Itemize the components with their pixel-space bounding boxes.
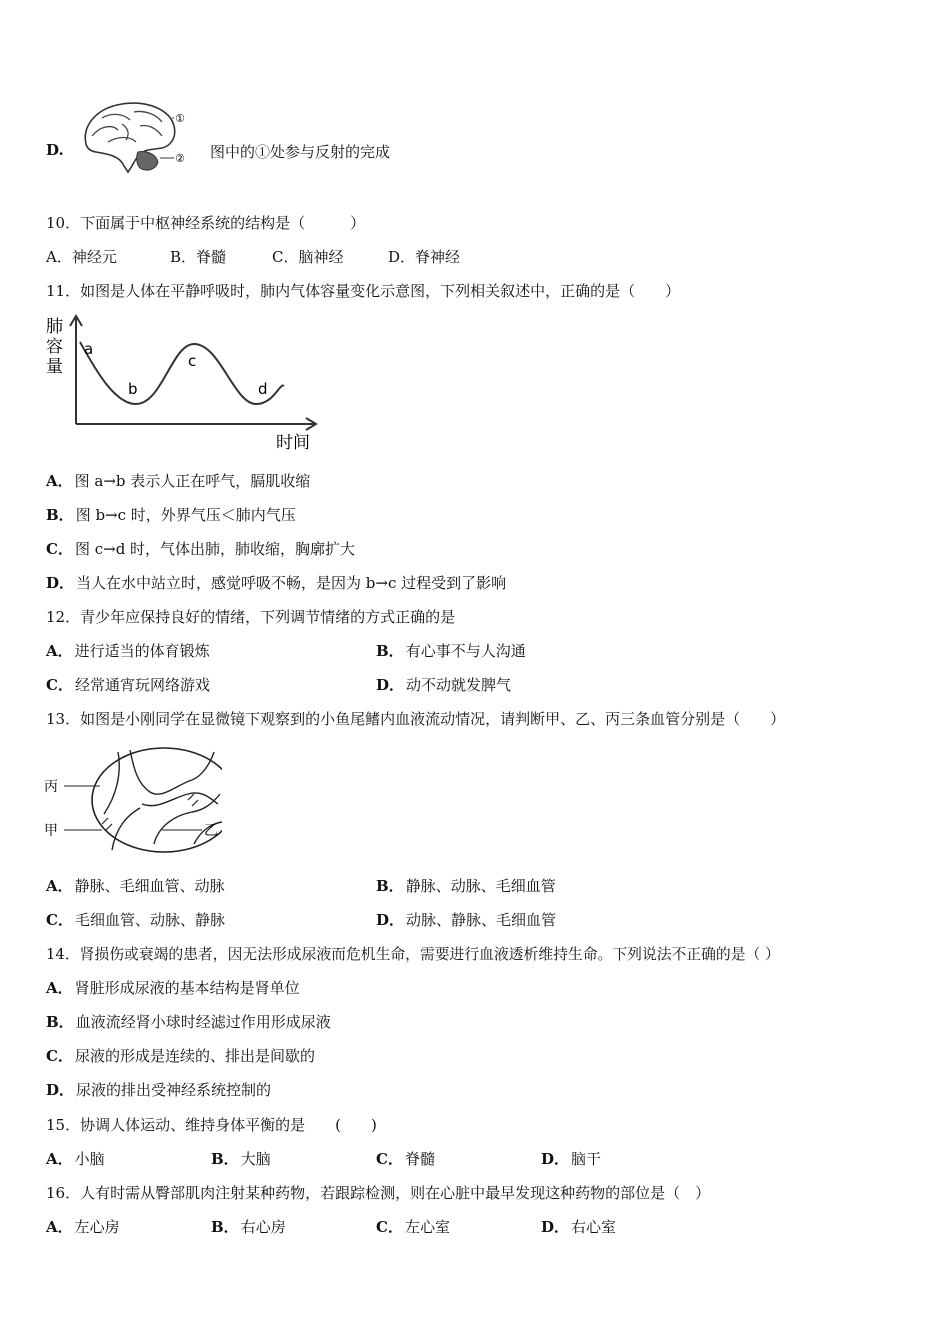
vessel-label-bing: 丙 bbox=[44, 779, 58, 795]
q10-stem: 10．下面属于中枢神经系统的结构是（ ） bbox=[46, 214, 366, 232]
q9-option-d-label: D. bbox=[46, 141, 64, 159]
q11-option-b[interactable] bbox=[46, 504, 296, 525]
q13-option-a[interactable] bbox=[46, 875, 225, 896]
q16-option-d[interactable] bbox=[541, 1216, 616, 1237]
q16-option-a[interactable] bbox=[46, 1216, 120, 1237]
q14-option-c-label: C． bbox=[46, 1047, 73, 1065]
q11-option-d-text: 当人在水中站立时，感觉呼吸不畅，是因为 b→c 过程受到了影响 bbox=[76, 574, 507, 592]
q16-option-b-text: 右心房 bbox=[240, 1218, 286, 1236]
graph-point-c: c bbox=[188, 352, 197, 370]
q16-option-d-label: D． bbox=[541, 1218, 570, 1236]
q11-option-c-label: C． bbox=[46, 540, 73, 558]
q14-option-a-text: 肾脏形成尿液的基本结构是肾单位 bbox=[74, 979, 300, 997]
q16-option-b-label: B． bbox=[211, 1218, 239, 1236]
q13-option-b[interactable] bbox=[376, 875, 556, 896]
q14-option-d[interactable] bbox=[46, 1079, 271, 1100]
q12-option-c[interactable] bbox=[46, 674, 210, 695]
graph-ylabel-1: 肺 bbox=[46, 317, 63, 337]
blood-vessel-figure bbox=[42, 744, 222, 858]
q11-option-a[interactable] bbox=[46, 470, 310, 491]
q16-option-c-text: 左心室 bbox=[404, 1218, 450, 1236]
q13-option-c-label: C． bbox=[46, 911, 73, 929]
q12-option-a-text: 进行适当的体育锻炼 bbox=[74, 642, 210, 660]
q13-option-b-text: 静脉、动脉、毛细血管 bbox=[405, 877, 556, 895]
q16-option-b[interactable] bbox=[211, 1216, 286, 1237]
q14-stem: 14．肾损伤或衰竭的患者，因无法形成尿液而危机生命，需要进行血液透析维持生命。下列说法不正确的是（ ） bbox=[46, 946, 780, 963]
q16-option-a-label: A． bbox=[46, 1218, 73, 1236]
q11-option-c[interactable] bbox=[46, 538, 355, 559]
q10-option-c[interactable]: C．脑神经 bbox=[272, 248, 344, 266]
graph-point-a: a bbox=[84, 340, 94, 358]
vessel-label-yi: 乙 bbox=[204, 823, 218, 839]
q9-option-d-text: 图中的①处参与反射的完成 bbox=[210, 143, 391, 161]
q12-option-a-label: A． bbox=[46, 642, 73, 660]
q13-option-c[interactable] bbox=[46, 909, 225, 930]
graph-xlabel: 时间 bbox=[276, 433, 310, 453]
graph-ylabel-3: 量 bbox=[46, 357, 63, 377]
q15-option-d-text: 脑干 bbox=[571, 1150, 602, 1168]
q12-option-d-label: D． bbox=[376, 676, 405, 694]
q13-stem: 13．如图是小刚同学在显微镜下观察到的小鱼尾鳍内血液流动情况，请判断甲、乙、丙三条血管分别是（ ） bbox=[46, 710, 786, 728]
q12-option-c-text: 经常通宵玩网络游戏 bbox=[74, 676, 210, 694]
brain-mark-2: ② bbox=[175, 152, 185, 165]
q14-option-a[interactable] bbox=[46, 977, 300, 998]
q16-option-c[interactable] bbox=[376, 1216, 450, 1237]
q12-option-b-text: 有心事不与人沟通 bbox=[405, 642, 526, 660]
vessel-label-jia: 甲 bbox=[44, 823, 58, 839]
q13-option-d-text: 动脉、静脉、毛细血管 bbox=[406, 911, 557, 929]
q16-stem: 16．人有时需从臀部肌肉注射某种药物，若跟踪检测，则在心脏中最早发现这种药物的部位是（ ） bbox=[46, 1184, 711, 1202]
q15-option-b-label: B． bbox=[211, 1150, 239, 1168]
q13-option-b-label: B． bbox=[376, 877, 404, 895]
q15-option-a[interactable] bbox=[46, 1148, 105, 1169]
q15-option-c-text: 脊髓 bbox=[404, 1150, 435, 1168]
q13-option-a-label: A． bbox=[46, 877, 73, 895]
q15-option-a-text: 小脑 bbox=[74, 1150, 105, 1168]
q10-option-b[interactable]: B．脊髓 bbox=[170, 248, 227, 266]
brain-figure bbox=[78, 96, 190, 180]
q11-option-a-text: 图 a→b 表示人正在呼气，膈肌收缩 bbox=[74, 472, 311, 490]
q15-option-c-label: C． bbox=[376, 1150, 403, 1168]
q11-option-b-text: 图 b→c 时，外界气压＜肺内气压 bbox=[75, 506, 296, 524]
q13-option-d[interactable] bbox=[376, 909, 556, 930]
q15-option-d-label: D． bbox=[541, 1150, 570, 1168]
q11-option-d-label: D． bbox=[46, 574, 75, 592]
q12-option-d[interactable] bbox=[376, 674, 511, 695]
lung-volume-graph bbox=[44, 312, 324, 454]
q14-option-b[interactable] bbox=[46, 1011, 331, 1032]
q13-option-c-text: 毛细血管、动脉、静脉 bbox=[74, 911, 225, 929]
q13-option-d-label: D． bbox=[376, 911, 405, 929]
q12-option-b-label: B． bbox=[376, 642, 404, 660]
q15-option-c[interactable] bbox=[376, 1148, 435, 1169]
q14-option-d-label: D． bbox=[46, 1081, 75, 1099]
q14-option-c[interactable] bbox=[46, 1045, 315, 1066]
brain-mark-1: ① bbox=[175, 112, 185, 125]
q16-option-c-label: C． bbox=[376, 1218, 403, 1236]
q14-option-b-text: 血液流经肾小球时经滤过作用形成尿液 bbox=[75, 1013, 331, 1031]
q12-option-d-text: 动不动就发脾气 bbox=[406, 676, 512, 694]
q11-option-d[interactable] bbox=[46, 572, 506, 593]
q15-option-b[interactable] bbox=[211, 1148, 271, 1169]
q14-option-b-label: B． bbox=[46, 1013, 74, 1031]
q11-stem: 11．如图是人体在平静呼吸时，肺内气体容量变化示意图，下列相关叙述中，正确的是（ ） bbox=[46, 282, 681, 300]
graph-point-b: b bbox=[128, 380, 138, 398]
q11-option-c-text: 图 c→d 时，气体出肺，肺收缩，胸廓扩大 bbox=[74, 540, 356, 558]
q14-option-d-text: 尿液的排出受神经系统控制的 bbox=[76, 1081, 272, 1099]
q12-option-a[interactable] bbox=[46, 640, 210, 661]
q15-option-b-text: 大脑 bbox=[240, 1150, 271, 1168]
q12-option-b[interactable] bbox=[376, 640, 526, 661]
q11-option-b-label: B． bbox=[46, 506, 74, 524]
graph-ylabel-2: 容 bbox=[46, 337, 63, 357]
q14-option-a-label: A． bbox=[46, 979, 73, 997]
q12-option-c-label: C． bbox=[46, 676, 73, 694]
q16-option-d-text: 右心室 bbox=[571, 1218, 617, 1236]
q15-stem: 15．协调人体运动、维持身体平衡的是 ( ) bbox=[46, 1116, 377, 1134]
q16-option-a-text: 左心房 bbox=[74, 1218, 120, 1236]
q15-option-a-label: A． bbox=[46, 1150, 73, 1168]
graph-point-d: d bbox=[258, 380, 268, 398]
q14-option-c-text: 尿液的形成是连续的、排出是间歇的 bbox=[74, 1047, 315, 1065]
q11-option-a-label: A． bbox=[46, 472, 73, 490]
q12-stem: 12．青少年应保持良好的情绪，下列调节情绪的方式正确的是 bbox=[46, 608, 456, 626]
q13-option-a-text: 静脉、毛细血管、动脉 bbox=[74, 877, 225, 895]
q10-option-a[interactable]: A．神经元 bbox=[46, 248, 117, 266]
q10-option-d[interactable]: D．脊神经 bbox=[388, 248, 461, 266]
q15-option-d[interactable] bbox=[541, 1148, 601, 1169]
